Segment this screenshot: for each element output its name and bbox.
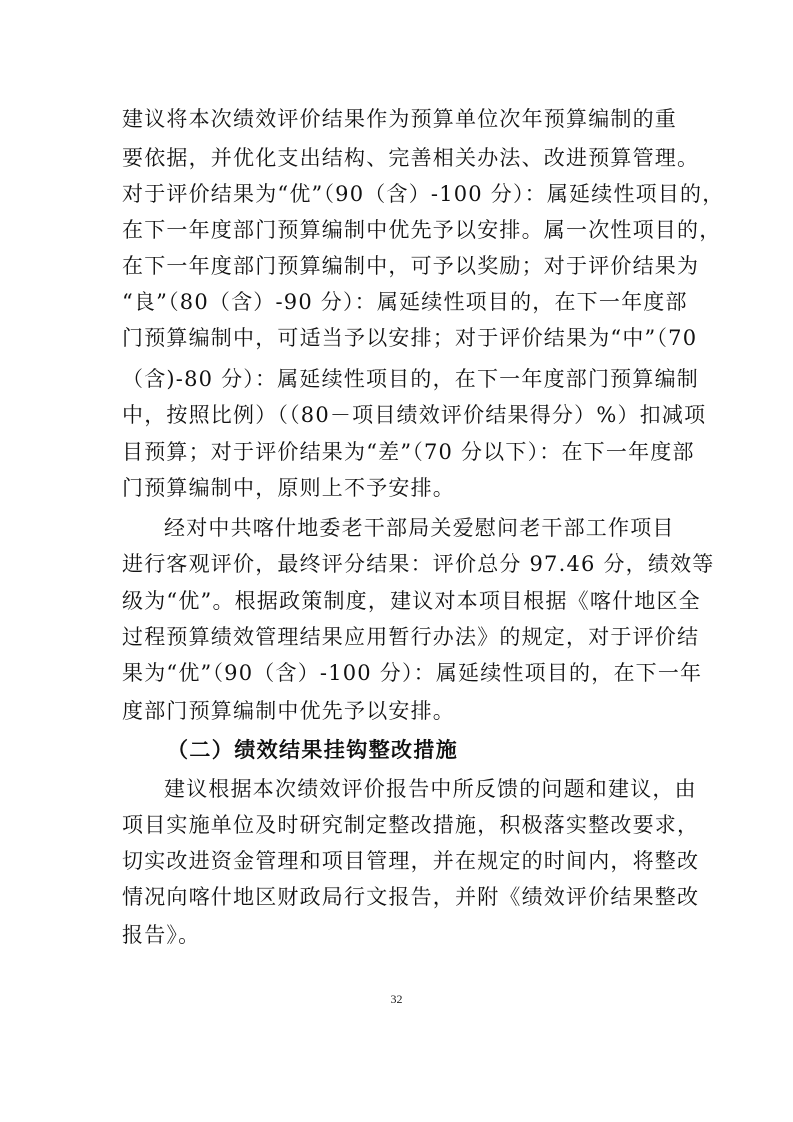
page-number: 32	[390, 992, 403, 1006]
paragraph-1-line: 在下一年度部门预算编制中，可予以奖励；对于评价结果为	[122, 254, 700, 278]
paragraph-1-line: 建议将本次绩效评价结果作为预算单位次年预算编制的重	[122, 107, 677, 131]
paragraph-1-line: 对于评价结果为“优”（90（含）-100 分）：属延续性项目的，	[122, 182, 725, 206]
paragraph-1-line: 在下一年度部门预算编制中优先予以安排。属一次性项目的，	[122, 218, 722, 242]
paragraph-1-line: 门预算编制中，原则上不予安排。	[122, 476, 455, 500]
paragraph-1-line: 目预算；对于评价结果为“差”（70 分以下）：在下一年度部	[122, 440, 695, 464]
paragraph-3-line: 建议根据本次绩效评价报告中所反馈的问题和建议，由	[164, 777, 697, 801]
paragraph-3-line: 项目实施单位及时研究制定整改措施，积极落实整改要求，	[122, 813, 700, 837]
paragraph-2-line: 级为“优”。根据政策制度，建议对本项目根据《喀什地区全	[122, 589, 701, 613]
paragraph-1-line: “良”（80（含）-90 分）：属延续性项目的，在下一年度部	[122, 290, 688, 314]
paragraph-2-line: 度部门预算编制中优先予以安排。	[122, 699, 455, 723]
paragraph-3-line: 情况向喀什地区财政局行文报告，并附《绩效评价结果整改	[122, 885, 700, 909]
paragraph-1-line: （含)-80 分）：属延续性项目的，在下一年度部门预算编制	[122, 367, 699, 391]
paragraph-2-line: 过程预算绩效管理结果应用暂行办法》的规定，对于评价结	[122, 625, 700, 649]
paragraph-3-line: 报告》。	[122, 923, 201, 947]
paragraph-2-line: 果为“优”（90（含）-100 分）：属延续性项目的，在下一年	[122, 661, 703, 685]
paragraph-2-line: 进行客观评价，最终评分结果：评价总分 97.46 分，绩效等	[122, 552, 715, 576]
section-heading: （二）绩效结果挂钩整改措施	[167, 737, 459, 762]
paragraph-3-line: 切实改进资金管理和项目管理，并在规定的时间内，将整改	[122, 849, 700, 873]
paragraph-1-line: 要依据，并优化支出结构、完善相关办法、改进预算管理。	[122, 146, 700, 170]
paragraph-2-line: 经对中共喀什地委老干部局关爱慰问老干部工作项目	[164, 516, 675, 540]
paragraph-1-line: 门预算编制中，可适当予以安排；对于评价结果为“中”（70	[122, 326, 698, 350]
paragraph-1-line: 中，按照比例）（（80－项目绩效评价结果得分）%）扣减项	[122, 403, 707, 427]
